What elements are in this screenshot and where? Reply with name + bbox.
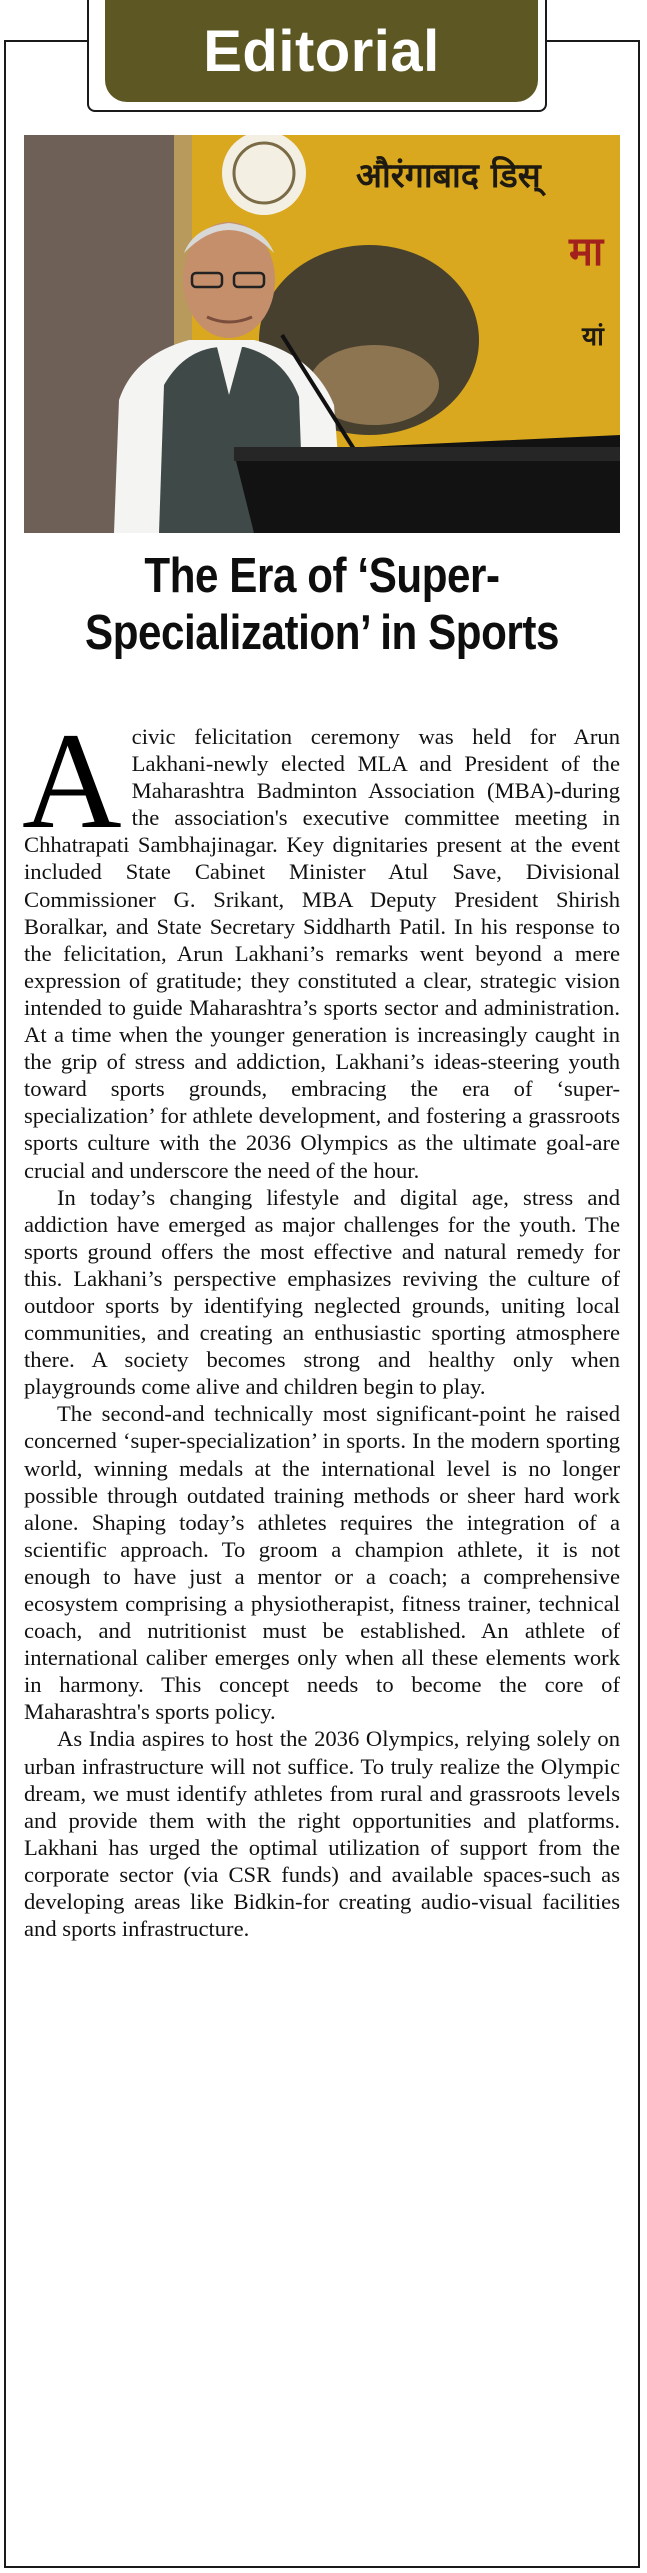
- drop-cap: A: [22, 704, 122, 857]
- article-body: [22, 704, 620, 1942]
- headline: The Era of ‘Super-Specialization’ in Sports: [85, 549, 559, 660]
- section-label: Editorial: [203, 18, 440, 84]
- article-photo: [24, 135, 620, 533]
- speaker-at-podium-illustration: [24, 135, 620, 533]
- paragraph-1: [22, 704, 620, 1184]
- banner-text-mid: मा: [569, 229, 604, 275]
- banner-text-low: यां: [582, 322, 604, 352]
- paragraph-1-text: civic felicitation ceremony was held for Arun Lakhani-newly elected MLA and President of the Maharashtra Badminton Association (MBA)-during the association's executive committee meeting in Chhatrapati Sambhajinagar. Key dignitaries present at the event included State Cabinet Minister Atul Save, Divisional Commissioner G. Srikant, MBA Deputy President Shirish Boralkar, and State Secretary Siddharth Patil. In his response to the felicitation, Arun Lakhani’s remarks went beyond a mere expression of gratitude; they constituted a clear, strategic vision intended to guide Maharashtra’s sports sector and administration. At a time when the younger generation is increasingly caught in the grip of stress and addiction, Lakhani’s ideas-steering youth toward sports grounds, embracing the era of ‘super-specialization’ for athlete development, and fostering a grassroots sports culture with the 2036 Olympics as the ultimate goal-are crucial and underscore the need of the hour.: [24, 724, 620, 1183]
- paragraph-3: The second-and technically most significant-point he raised concerned ‘super-specialization’ in sports. In the modern sporting world, winning medals at the international level is no longer possible through outdated training methods or sheer hard work alone. Shaping today’s athletes requires the integration of a scientific approach. To groom a champion athlete, it is not enough to have just a mentor or a coach; a comprehensive ecosystem comprising a physiotherapist, fitness trainer, technical coach, and nutritionist must be established. An athlete of international caliber emerges only when all these elements work in harmony. This concept needs to become the core of Maharashtra's sports policy.: [24, 1401, 620, 1725]
- paragraph-4: As India aspires to host the 2036 Olympics, relying solely on urban infrastructure will not suffice. To truly realize the Olympic dream, we must identify athletes from rural and grassroots levels and provide them with the right opportunities and platforms. Lakhani has urged the optimal utilization of support from the corporate sector (via CSR funds) and available spaces-such as developing areas like Bidkin-for creating audio-visual facilities and sports infrastructure.: [24, 1726, 620, 1942]
- paragraph-2: In today’s changing lifestyle and digital age, stress and addiction have emerged as major challenges for the youth. The sports ground offers the most effective and natural remedy for this. Lakhani’s perspective emphasizes reviving the culture of outdoor sports by identifying neglected grounds, uniting local communities, and creating an enthusiastic sporting atmosphere there. A society becomes strong and healthy only when playgrounds come alive and children begin to play.: [24, 1184, 620, 1400]
- section-tab: [105, 0, 538, 102]
- banner-text-top: औरंगाबाद डिस्: [356, 156, 541, 196]
